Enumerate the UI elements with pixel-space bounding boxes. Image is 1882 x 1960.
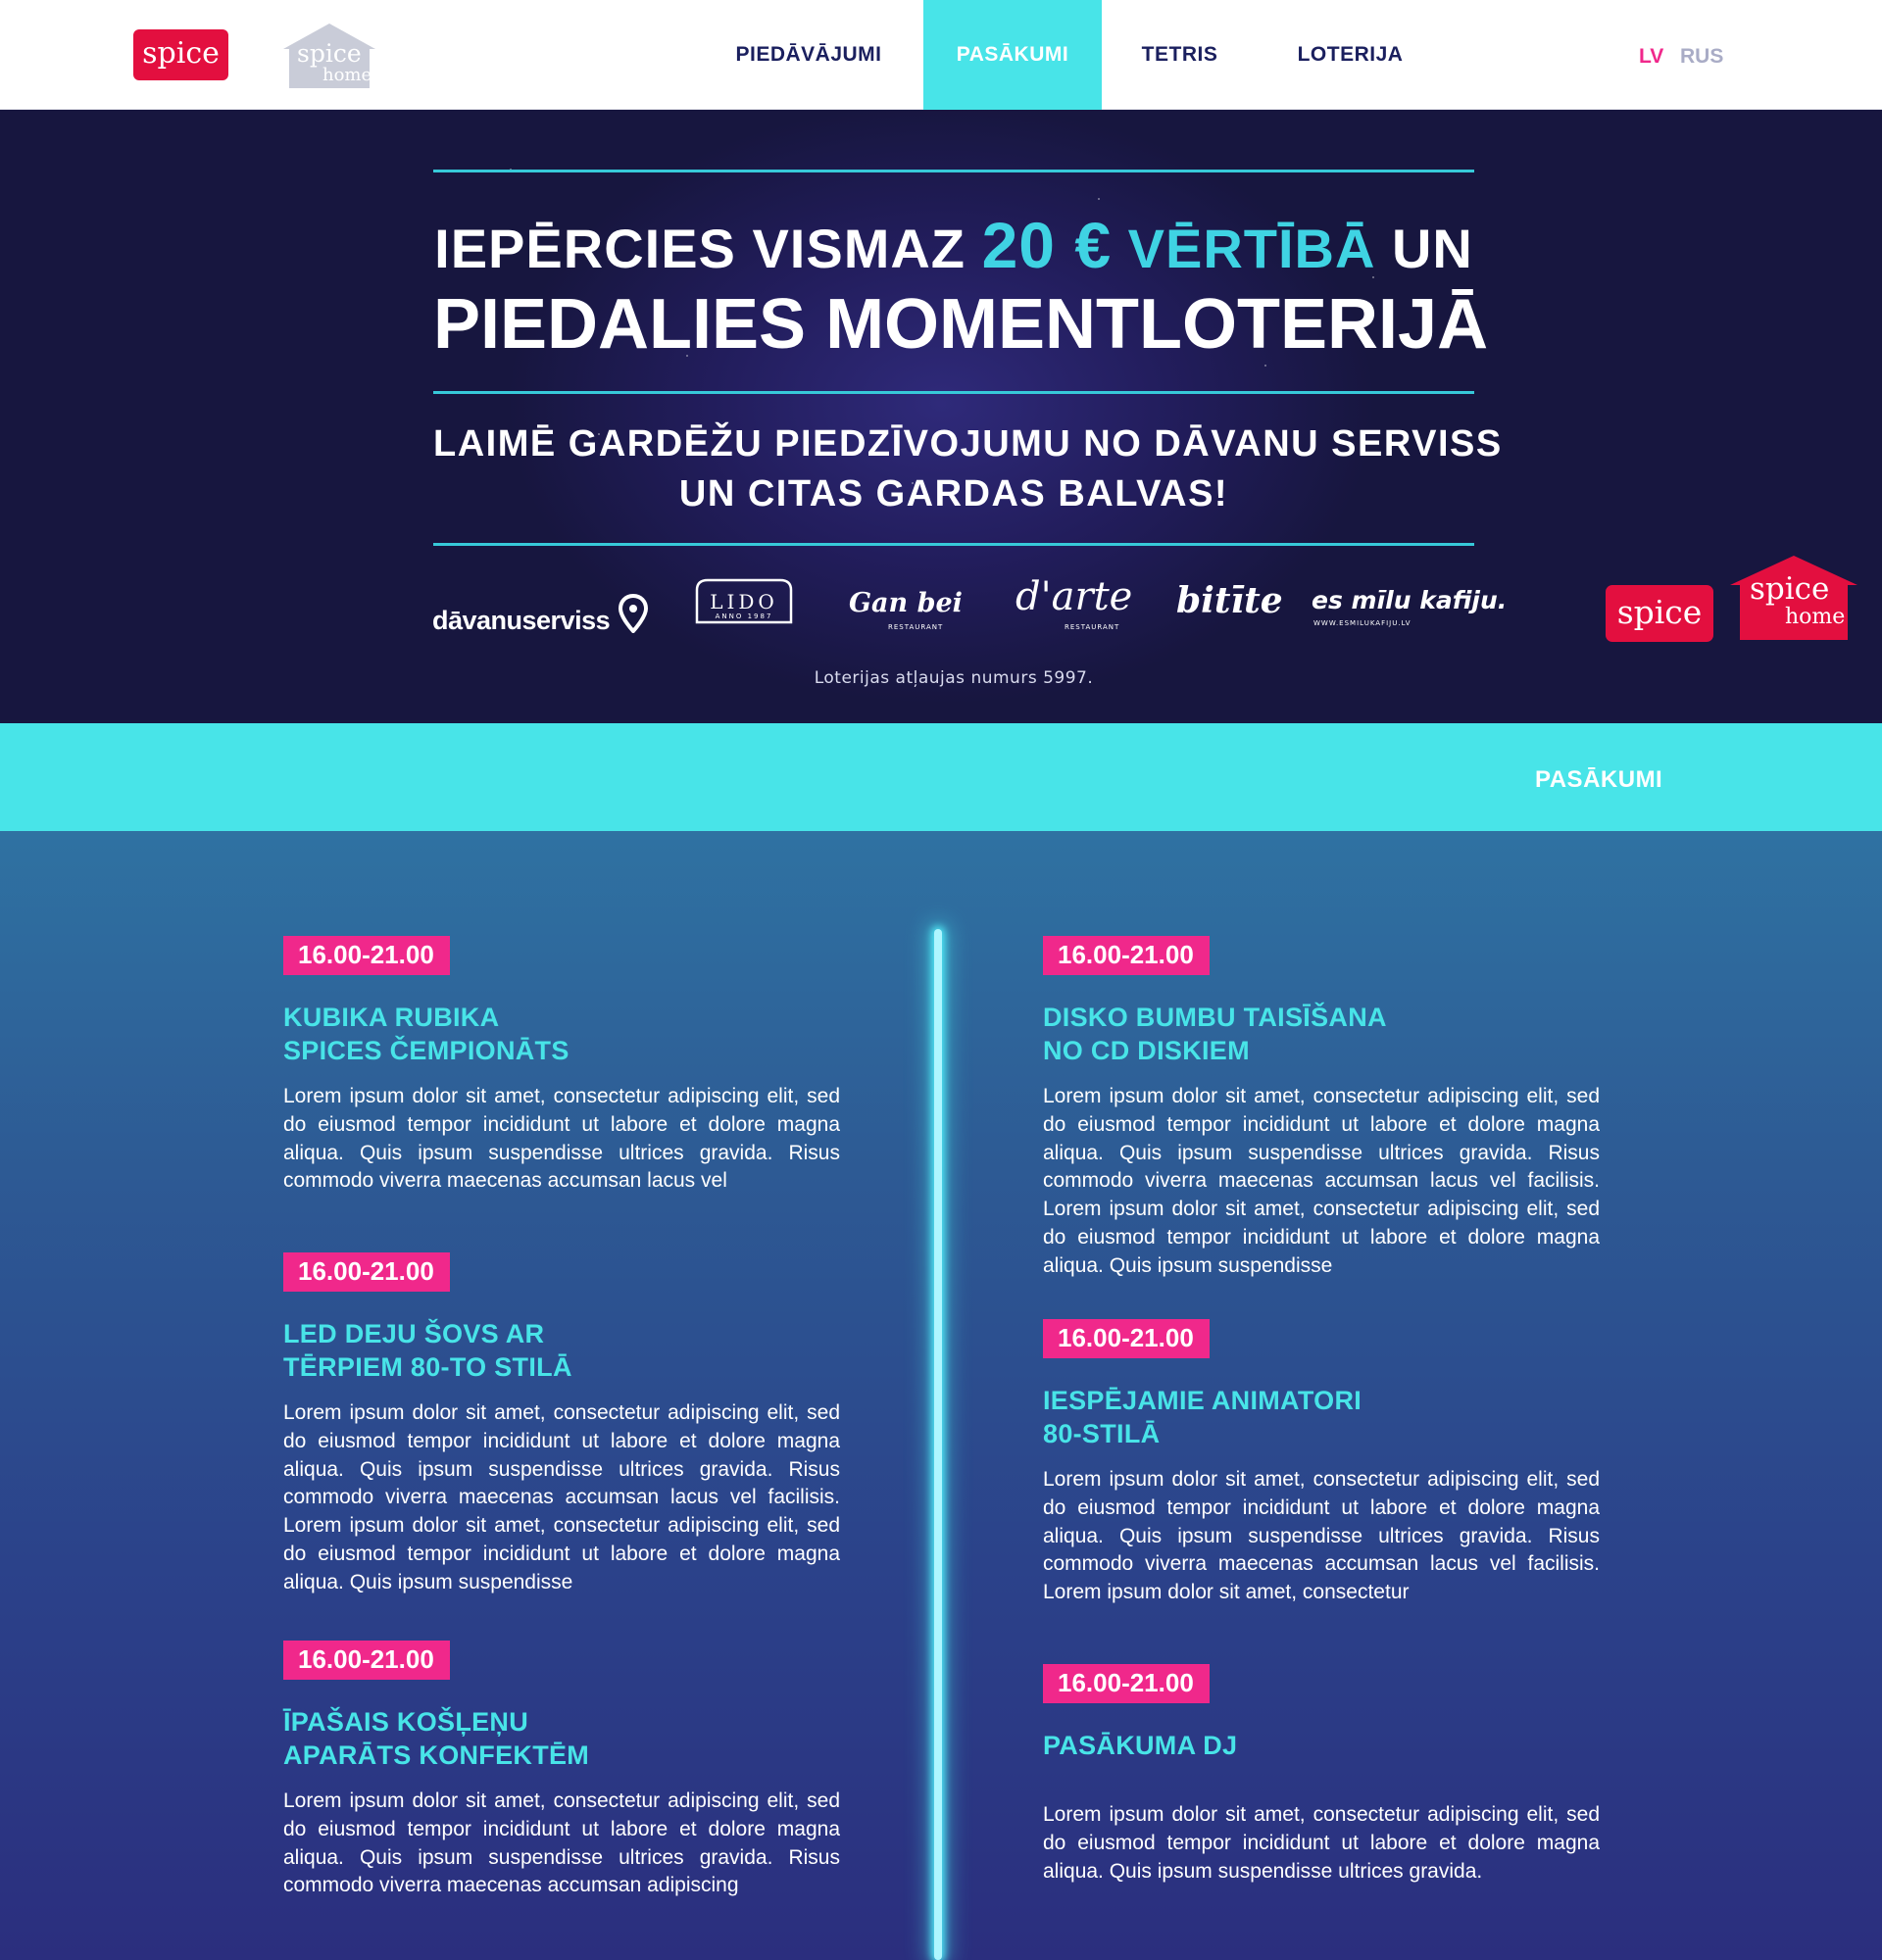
event-time-badge: 16.00-21.00 <box>283 936 450 975</box>
event-time-badge: 16.00-21.00 <box>283 1252 450 1292</box>
hero-home-line1: spice <box>1750 571 1830 607</box>
hero-line1-value: VĒRTĪBĀ <box>1127 218 1376 279</box>
event-time-badge: 16.00-21.00 <box>1043 1319 1210 1358</box>
event-card <box>283 1252 840 1597</box>
spice-home-logo[interactable] <box>283 24 375 88</box>
hero-amount: 20 € <box>981 209 1113 281</box>
gan-bei-logo[interactable] <box>849 588 963 631</box>
davanu-serviss-logo[interactable] <box>432 594 648 640</box>
event-description: Lorem ipsum dolor sit amet, consectetur adipiscing elit, sed do eiusmod tempor incididunt ut labore et dolore magna aliqua. Quis ipsum suspendisse ultrices gravida. Risus commodo viverra maecenas accumsan lacus vel <box>283 1085 840 1193</box>
nav-item-tetris[interactable]: TETRIS <box>1141 43 1218 66</box>
nav-item-pasakumi[interactable]: PASĀKUMI <box>923 0 1102 110</box>
hero-subheadline-line2: UN CITAS GARDAS BALVAS! <box>678 473 1229 514</box>
event-title-line: PASĀKUMA DJ <box>1043 1731 1238 1760</box>
event-description: Lorem ipsum dolor sit amet, consectetur adipiscing elit, sed do eiusmod tempor incididunt ut labore et dolore magna aliqua. Quis ipsum suspendisse ultrices gravida. Risus commodo viverra maecenas accumsan adipiscing <box>283 1789 840 1897</box>
lido-logo[interactable] <box>694 576 794 625</box>
event-title-line: 80-STILĀ <box>1043 1419 1161 1448</box>
es-milu-kafiju-logo[interactable] <box>1312 586 1508 627</box>
hero-divider-middle <box>433 391 1474 394</box>
event-title-line: NO CD DISKIEM <box>1043 1036 1250 1065</box>
event-description: Lorem ipsum dolor sit amet, consectetur adipiscing elit, sed do eiusmod tempor incididunt ut labore et dolore magna aliqua. Quis ipsum suspendisse ultrices gravida. Risus commodo viverra maecenas accumsan lacus vel facilisis. Lorem ipsum dolor sit amet, consectetur adipiscing elit, sed do eiusmod tempor incididunt ut labore et dolore magna aliqua. Quis ipsum suspendisse <box>283 1401 840 1593</box>
hero-spice-home-logo <box>1730 556 1857 640</box>
hero-divider-top <box>433 170 1474 172</box>
gan-bei-small-text: RESTAURANT <box>888 623 944 631</box>
event-title-line: KUBIKA RUBIKA <box>283 1003 500 1032</box>
event-title <box>283 1317 840 1384</box>
davanu-serviss-text: dāvanuserviss <box>432 606 611 635</box>
bitite-logo[interactable]: bitīte <box>1176 580 1283 621</box>
event-title-line: LED DEJU ŠOVS AR <box>283 1319 545 1348</box>
hero-headline-line2: PIEDALIES MOMENTLOTERIJĀ <box>433 285 1489 364</box>
event-title <box>1043 1729 1600 1762</box>
hero-home-line2: home <box>1785 605 1846 629</box>
event-title-line: DISKO BUMBU TAISĪŠANA <box>1043 1003 1387 1032</box>
event-card <box>1043 1664 1600 1887</box>
event-time-badge: 16.00-21.00 <box>1043 936 1210 975</box>
event-title-line: TĒRPIEM 80-TO STILĀ <box>283 1352 572 1382</box>
event-card <box>283 1641 840 1901</box>
lang-lv-link[interactable]: LV <box>1639 45 1664 68</box>
spice-logo[interactable]: spice <box>133 29 228 80</box>
event-time-badge: 16.00-21.00 <box>283 1641 450 1680</box>
event-description: Lorem ipsum dolor sit amet, consectetur adipiscing elit, sed do eiusmod tempor incididunt ut labore et dolore magna aliqua. Quis ipsum suspendisse ultrices gravida. Risus commodo viverra maecenas accumsan lacus vel facilisis. Lorem ipsum dolor sit amet, consectetur adipiscing elit, sed do eiusmod tempor incididunt ut labore et dolore magna aliqua. Quis ipsum suspendisse <box>1043 1085 1600 1277</box>
hero-divider-bottom <box>433 543 1474 546</box>
site-header <box>0 0 1882 110</box>
event-title <box>283 1705 840 1772</box>
timeline-line <box>934 929 942 1960</box>
section-title: PASĀKUMI <box>1535 766 1663 793</box>
event-title-line: SPICES ČEMPIONĀTS <box>283 1036 570 1065</box>
event-card <box>1043 1319 1600 1608</box>
event-card <box>1043 936 1600 1281</box>
event-title <box>283 1001 840 1067</box>
hero-line1-end: UN <box>1391 218 1473 279</box>
logo-home-line1: spice <box>297 39 362 68</box>
event-description: Lorem ipsum dolor sit amet, consectetur adipiscing elit, sed do eiusmod tempor incididunt ut labore et dolore magna aliqua. Quis ipsum suspendisse ultrices gravida. Risus commodo viverra maecenas accumsan lacus vel facilisis. Lorem ipsum dolor sit amet, consectetur <box>1043 1468 1600 1604</box>
event-title-line: ĪPAŠAIS KOŠĻEŅU <box>283 1707 529 1737</box>
hero-spice-logo: spice <box>1606 585 1713 642</box>
event-description: Lorem ipsum dolor sit amet, consectetur adipiscing elit, sed do eiusmod tempor incididunt ut labore et dolore magna aliqua. Quis ipsum suspendisse ultrices gravida. <box>1043 1803 1600 1883</box>
lido-small-text: ANNO 1987 <box>715 612 773 620</box>
event-title <box>1043 1001 1600 1067</box>
logo-home-line2: home <box>322 65 372 85</box>
lido-text: LIDO <box>710 590 778 613</box>
lang-rus-link[interactable]: RUS <box>1680 45 1724 68</box>
hero-subheadline-line1: LAIMĒ GARDĒŽU PIEDZĪVOJUMU NO DĀVANU SERVISS <box>433 423 1503 465</box>
darte-small-text: RESTAURANT <box>1065 623 1120 631</box>
event-title-line: APARĀTS KONFEKTĒM <box>283 1740 590 1770</box>
event-title-line: IESPĒJAMIE ANIMATORI <box>1043 1386 1362 1415</box>
es-milu-kafiju-small-text: WWW.ESMILUKAFIJU.LV <box>1313 619 1412 627</box>
nav-item-piedavajumi[interactable]: PIEDĀVĀJUMI <box>735 43 882 66</box>
location-pin-icon <box>619 594 648 640</box>
hero-line1-start: IEPĒRCIES VISMAZ <box>434 218 966 279</box>
darte-logo[interactable] <box>1015 574 1133 631</box>
lottery-license-note: Loterijas atļaujas numurs 5997. <box>814 668 1094 688</box>
es-milu-kafiju-text: es mīlu kafiju. <box>1312 586 1508 614</box>
hero-banner[interactable] <box>0 110 1882 723</box>
nav-item-loterija[interactable]: LOTERIJA <box>1297 43 1404 66</box>
event-title <box>1043 1384 1600 1450</box>
gan-bei-text: Gan bei <box>849 588 963 618</box>
event-card <box>283 936 840 1197</box>
event-time-badge: 16.00-21.00 <box>1043 1664 1210 1703</box>
hero-headline-line1 <box>433 208 1474 282</box>
darte-text: d'arte <box>1015 574 1133 619</box>
